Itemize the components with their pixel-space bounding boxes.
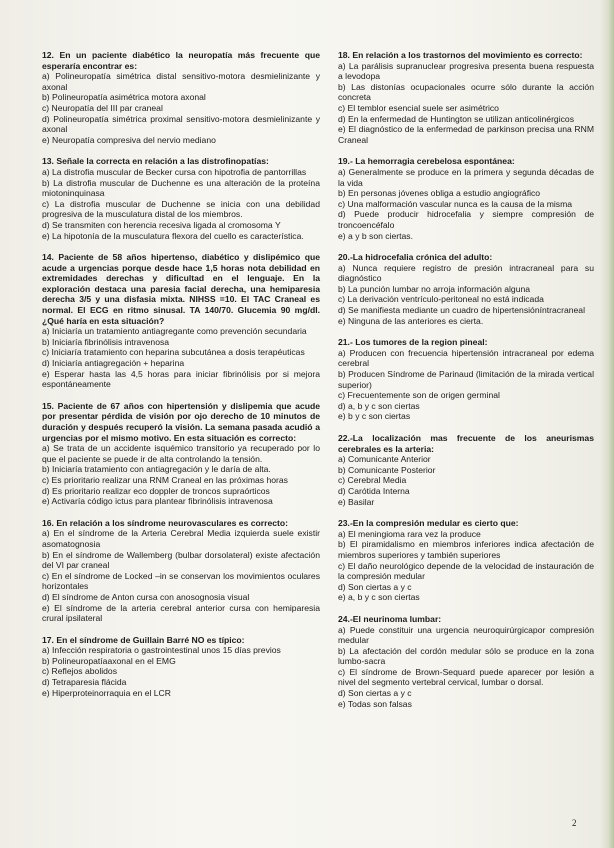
answer-option: b) Comunicante Posterior bbox=[338, 464, 436, 475]
answer-option: a) En el síndrome de la Arteria Cerebral Media izquierda suele existir asomatognosia bbox=[42, 528, 320, 549]
answer-option: c) Cerebral Media bbox=[338, 475, 407, 486]
answer-option: d) Se manifiesta mediante un cuadro de hipertensióníntracraneal bbox=[338, 305, 585, 316]
question bbox=[338, 337, 594, 422]
answer-option: b) Polineuropatía asimétrica motora axonal bbox=[42, 92, 206, 103]
answer-option: a) La distrofia muscular de Becker cursa con hipotrofia de pantorrillas bbox=[42, 166, 307, 177]
answer-option: a) Se trata de un accidente isquémico transitorio ya recuperado por lo que el paciente se puede ir de alta controlando la tensión. bbox=[42, 443, 320, 464]
question bbox=[42, 635, 320, 699]
question-stem: 24.-El neurinoma lumbar: bbox=[338, 613, 442, 624]
answer-option: e) El diagnóstico de la enfermedad de parkinson precisa una RNM Craneal bbox=[338, 124, 594, 145]
answer-option: b) La punción lumbar no arroja información alguna bbox=[338, 283, 531, 294]
answer-option: b) En personas jóvenes obliga a estudio angiográfico bbox=[338, 188, 541, 199]
question-stem: 15. Paciente de 67 años con hipertensión y dislipemia que acude por presentar pérdida de visión por ojo derecho de 10 minutos de duración y después recuperó la visión. La semana pasada acudió a urgencias por el mismo motivo. En esta situación es correcto: bbox=[42, 400, 320, 443]
question bbox=[338, 518, 594, 603]
question-stem: 14. Paciente de 58 años hipertenso, diabético y dislipémico que acude a urgencias porque desde hace 1,5 horas nota debilidad en extremidades derechas y dificultad en el lenguaje. En la exploración destaca una paresia facial derecha, una hemiparesia derecha 3/5 y una disfasia mixta. NIHSS =10. El TAC Craneal es normal. El ECG en ritmo sinusal. TA 140/70. Glucemia 90 mg/dl. ¿Qué haría en esta situación? bbox=[42, 252, 320, 326]
answer-option: c) Es prioritario realizar una RNM Craneal en las próximas horas bbox=[42, 474, 288, 485]
answer-option: c) El temblor esencial suele ser asimétrico bbox=[338, 102, 499, 113]
answer-option: a) Comunicante Anterior bbox=[338, 454, 431, 465]
answer-option: d) El síndrome de Anton cursa con anosognosia visual bbox=[42, 591, 250, 602]
right-column bbox=[338, 50, 594, 720]
answer-option: a) Generalmente se produce en la primera y segunda décadas de la vida bbox=[338, 166, 594, 188]
answer-option: d) Carótida Interna bbox=[338, 485, 410, 496]
question-stem: 21.- Los tumores de la region pineal: bbox=[338, 337, 488, 348]
answer-option: b) Las distonías ocupacionales ocurre sólo durante la acción concreta bbox=[338, 81, 594, 103]
answer-option: d) Son ciertas a y c bbox=[338, 581, 412, 592]
page-number: 2 bbox=[572, 818, 577, 828]
answer-option: b) Polineuropatíaaxonal en el EMG bbox=[42, 655, 176, 666]
answer-option: b) La afectación del cordón medular sólo se produce en la zona lumbo-sacra bbox=[338, 645, 594, 667]
answer-option: a) El meningioma rara vez la produce bbox=[338, 528, 481, 539]
answer-option: a) Infección respiratoria o gastrointestinal unos 15 días previos bbox=[42, 645, 281, 656]
question-stem: 16. En relación a los síndrome neurovasculares es correcto: bbox=[42, 517, 288, 528]
question-stem: 22.-La localización mas frecuente de los aneurismas cerebrales es la arteria: bbox=[338, 433, 594, 454]
answer-option: e) Ninguna de las anteriores es cierta. bbox=[338, 315, 484, 326]
answer-option: b) Iniciaría tratamiento con antiagregación y le daría de alta. bbox=[42, 464, 271, 475]
answer-option: b) Iniciaría fibrinólisis intravenosa bbox=[42, 336, 170, 347]
answer-option: d) Polineuropatía simétrica proximal sensitivo-motora desmielinizante y axonal bbox=[42, 113, 320, 135]
question-stem: 12. En un paciente diabético la neuropatía más frecuente que esperaría encontrar es: bbox=[42, 50, 320, 71]
question bbox=[338, 156, 594, 241]
answer-option: a) Puede constituir una urgencia neuroquirúrgicapor compresión medular bbox=[338, 624, 594, 646]
answer-option: c) El síndrome de Brown-Sequard puede aparecer por lesión a nivel del segmento vertebral cervical, lumbar o dorsal. bbox=[338, 666, 594, 688]
question bbox=[42, 156, 320, 241]
answer-option: b) El piramidalismo en miembros inferiores indica afectación de miembros superiores y también superiores bbox=[338, 539, 594, 560]
answer-option: e) Hiperproteinorraquia en el LCR bbox=[42, 687, 171, 698]
answer-option: a) Producen con frecuencia hipertensión intracraneal por edema cerebral bbox=[338, 347, 594, 369]
question bbox=[42, 252, 320, 390]
answer-option: c) El daño neurológico depende de la velocidad de instauración de la compresión medular bbox=[338, 560, 594, 582]
answer-option: e) Esperar hasta las 4,5 horas para iniciar fibrinólisis por si mejora espontáneamente bbox=[42, 368, 320, 390]
answer-option: c) La distrofia muscular de Duchenne se inicia con una debilidad progresiva de la musculatura distal de los miembros. bbox=[42, 198, 320, 220]
answer-option: c) La derivación ventrículo-peritoneal no está indicada bbox=[338, 294, 544, 305]
question-stem: 13. Señale la correcta en relación a las distrofinopatías: bbox=[42, 156, 269, 167]
answer-option: d) a, b y c son ciertas bbox=[338, 400, 420, 411]
question-stem: 20.-La hidrocefalia crónica del adulto: bbox=[338, 252, 493, 263]
answer-option: e) Basilar bbox=[338, 496, 375, 507]
answer-option: e) b y c son ciertas bbox=[338, 411, 411, 422]
answer-option: e) Todas son falsas bbox=[338, 698, 412, 709]
question bbox=[42, 401, 320, 507]
answer-option: c) Reflejos abolidos bbox=[42, 666, 117, 677]
answer-option: d) En la enfermedad de Huntington se utilizan anticolinérgicos bbox=[338, 113, 574, 124]
answer-option: a) Polineuropatía simétrica distal sensitivo-motora desmielinizante y axonal bbox=[42, 71, 320, 92]
answer-option: c) Iniciaría tratamiento con heparina subcutánea a dosis terapéuticas bbox=[42, 347, 305, 358]
answer-option: a) Iniciaría un tratamiento antiagregante como prevención secundaria bbox=[42, 326, 307, 337]
answer-option: d) Tetraparesia flácida bbox=[42, 677, 127, 688]
question bbox=[338, 252, 594, 326]
answer-option: c) Frecuentemente son de origen germinal bbox=[338, 390, 500, 401]
answer-option: d) Es prioritario realizar eco doppler de troncos supraórticos bbox=[42, 485, 270, 496]
answer-option: d) Se transmiten con herencia recesiva ligada al cromosoma Y bbox=[42, 219, 281, 230]
question bbox=[42, 50, 320, 145]
answer-option: e) Activaría código ictus para plantear fibrinólisis intravenosa bbox=[42, 496, 273, 507]
question-stem: 18. En relación a los trastornos del movimiento es correcto: bbox=[338, 50, 583, 60]
answer-option: c) Neuropatía del III par craneal bbox=[42, 102, 163, 113]
answer-option: d) Son ciertas a y c bbox=[338, 688, 412, 699]
answer-option: d) Puede producir hidrocefalia y siempre compresión de troncoencéfalo bbox=[338, 209, 594, 230]
answer-option: e) El síndrome de la arteria cerebral anterior cursa con hemiparesia crural ipsilateral bbox=[42, 602, 320, 624]
answer-option: b) La distrofia muscular de Duchenne es una alteración de la proteína miotoninquinasa bbox=[42, 177, 320, 199]
answer-option: e) La hipotonía de la musculatura flexora del cuello es característica. bbox=[42, 230, 304, 241]
answer-option: a) Nunca requiere registro de presión intracraneal para su diagnóstico bbox=[338, 262, 594, 284]
answer-option: a) La parálisis supranuclear progresiva presenta buena respuesta a levodopa bbox=[338, 60, 594, 82]
question bbox=[338, 433, 594, 507]
answer-option: c) Una malformación vascular nunca es la causa de la misma bbox=[338, 198, 573, 209]
question-stem: 23.-En la compresión medular es cierto que: bbox=[338, 518, 519, 529]
answer-option: b) En el síndrome de Wallemberg (bulbar dorsolateral) existe afectación del VI par craneal bbox=[42, 549, 320, 571]
answer-option: c) En el síndrome de Locked –in se conservan los movimientos oculares horizontales bbox=[42, 570, 320, 592]
question-stem: 17. En el síndrome de Guillain Barré NO es típico: bbox=[42, 634, 245, 645]
left-column bbox=[42, 50, 320, 709]
question-stem: 19.- La hemorragia cerebelosa espontánea: bbox=[338, 156, 515, 167]
question bbox=[338, 50, 594, 145]
answer-option: e) a y b son ciertas. bbox=[338, 230, 413, 241]
answer-option: d) Iniciaría antiagregación + heparina bbox=[42, 358, 185, 369]
answer-option: b) Producen Síndrome de Parinaud (limitación de la mirada vertical superior) bbox=[338, 369, 594, 390]
answer-option: e) a, b y c son ciertas bbox=[338, 592, 420, 603]
page-edge-decoration bbox=[600, 0, 614, 848]
question bbox=[42, 518, 320, 624]
answer-option: e) Neuropatía compresiva del nervio mediano bbox=[42, 134, 216, 145]
question bbox=[338, 614, 594, 709]
